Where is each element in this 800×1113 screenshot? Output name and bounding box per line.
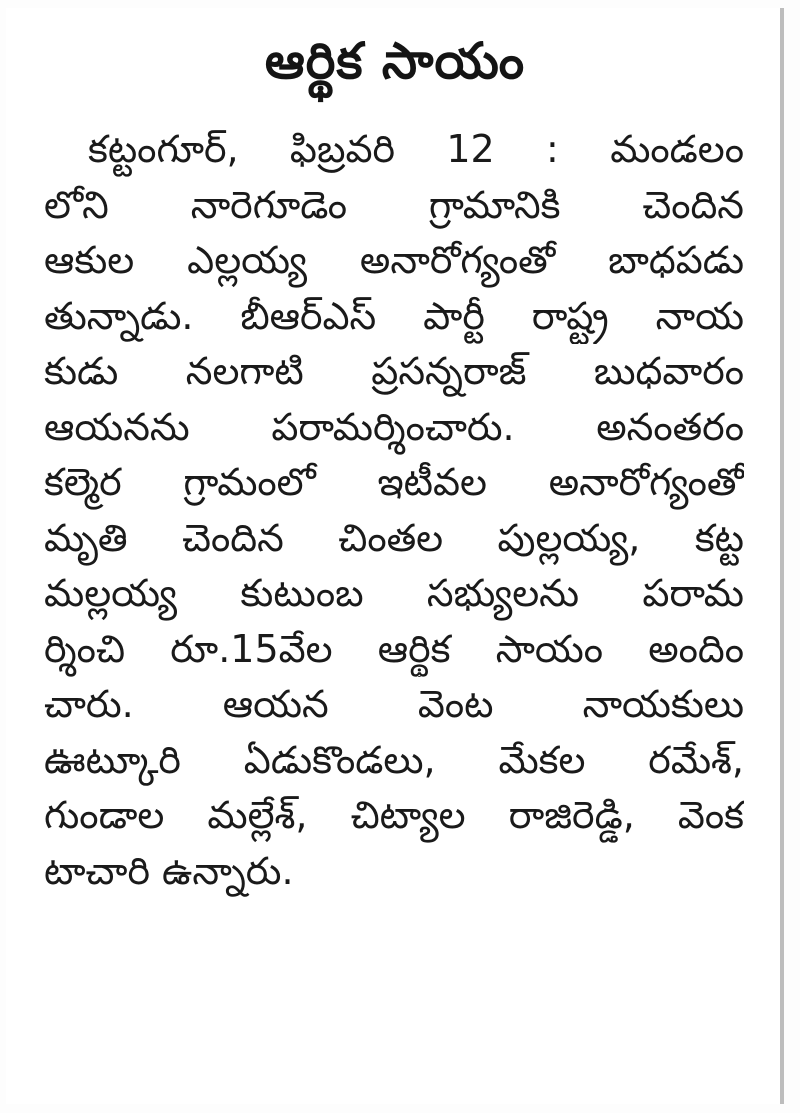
article-line-13: గుండాల మల్లేశ్, చిట్యాల రాజిరెడ్డి, వెంక (44, 793, 744, 837)
article-line-2: లోని నారెగూడెం గ్రామానికి చెందిన (44, 182, 744, 227)
article-line-1: కట్టంగూర్, ఫిబ్రవరి 12 : మండలం (88, 127, 744, 171)
article-line-14: టాచారి ఉన్నారు. (44, 848, 294, 893)
article-line-6: ఆయనను పరామర్శించారు. అనంతరం (44, 404, 744, 449)
article-headline: ఆర్థిక సాయం (264, 32, 526, 90)
article-line-3: ఆకుల ఎల్లయ్య అనారోగ్యంతో బాధపడు (44, 238, 744, 282)
article-body (44, 122, 744, 899)
article-line-7: కల్మెర గ్రామంలో ఇటీవల అనారోగ్యంతో (44, 460, 744, 504)
article-line-9: మల్లయ్య కుటుంబ సభ్యులను పరామ (44, 571, 744, 615)
article-line-11: చారు. ఆయన వెంట నాయకులు (44, 682, 744, 726)
article-line-12: ఊట్కూరి ఏడుకొండలు, మేకల రమేశ్, (44, 737, 744, 782)
article-line-8: మృతి చెందిన చింతల పుల్లయ్య, కట్ట (44, 515, 744, 560)
article-line-4: తున్నాడు. బీఆర్ఎస్ పార్టీ రాష్ట్ర నాయ (44, 293, 744, 338)
newspaper-clipping (6, 8, 784, 1104)
article-line-5: కుడు నలగాటి ప్రసన్నరాజ్ బుధవారం (44, 349, 744, 393)
article-line-10: ర్శించి రూ.15వేల ఆర్థిక సాయం అందిం (44, 626, 744, 671)
